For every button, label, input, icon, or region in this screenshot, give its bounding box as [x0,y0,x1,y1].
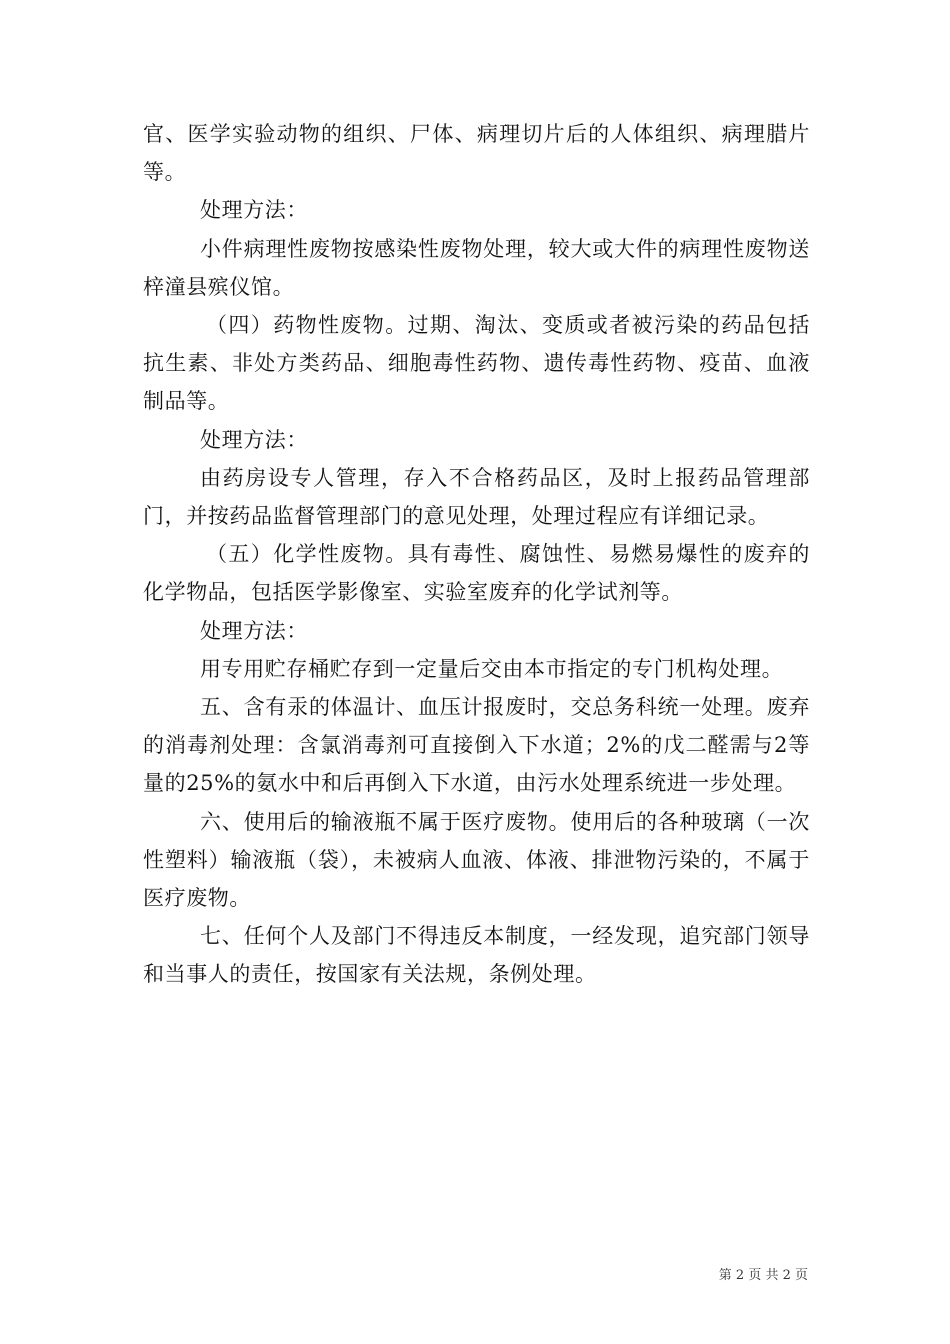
paragraph-pharmaceutical-method: 由药房设专人管理，存入不合格药品区，及时上报药品管理部门，并按药品监督管理部门的意见处理，处理过程应有详细记录。 [143,465,810,529]
paragraph-section-six: 六、使用后的输液瓶不属于医疗废物。使用后的各种玻璃（一次性塑料）输液瓶（袋），未被病人血液、体液、排泄物污染的，不属于医疗废物。 [143,809,810,911]
paragraph-method-heading: 处理方法： [200,427,308,452]
paragraph-chemical-waste: （五）化学性废物。具有毒性、腐蚀性、易燃易爆性的废弃的化学物品，包括医学影像室、实验室废弃的化学试剂等。 [143,542,810,605]
paragraph-pharmaceutical-waste: （四）药物性废物。过期、淘汰、变质或者被污染的药品包括抗生素、非处方类药品、细胞毒性药物、遗传毒性药物、疫苗、血液制品等。 [143,313,810,414]
paragraph-method-heading: 处理方法： [200,618,308,643]
paragraph-section-five: 五、含有汞的体温计、血压计报废时，交总务科统一处理。废弃的消毒剂处理：含氯消毒剂可直接倒入下水道；2%的戊二醛需与2等量的25%的氨水中和后再倒入下水道，由污水处理系统进一步处理。 [143,695,810,796]
paragraph-chemical-method: 用专用贮存桶贮存到一定量后交由本市指定的专门机构处理。 [200,656,784,681]
page-number: 第 2 页 共 2 页 [718,1268,808,1283]
paragraph-section-seven: 七、任何个人及部门不得违反本制度，一经发现，追究部门领导和当事人的责任，按国家有关法规，条例处理。 [143,924,810,987]
paragraph-continuation: 官、医学实验动物的组织、尸体、病理切片后的人体组织、病理腊片等。 [143,122,810,185]
document-body [143,115,810,994]
paragraph-pathological-method: 小件病理性废物按感染性废物处理，较大或大件的病理性废物送梓潼县殡仪馆。 [143,236,810,299]
paragraph-method-heading: 处理方法： [200,198,308,223]
